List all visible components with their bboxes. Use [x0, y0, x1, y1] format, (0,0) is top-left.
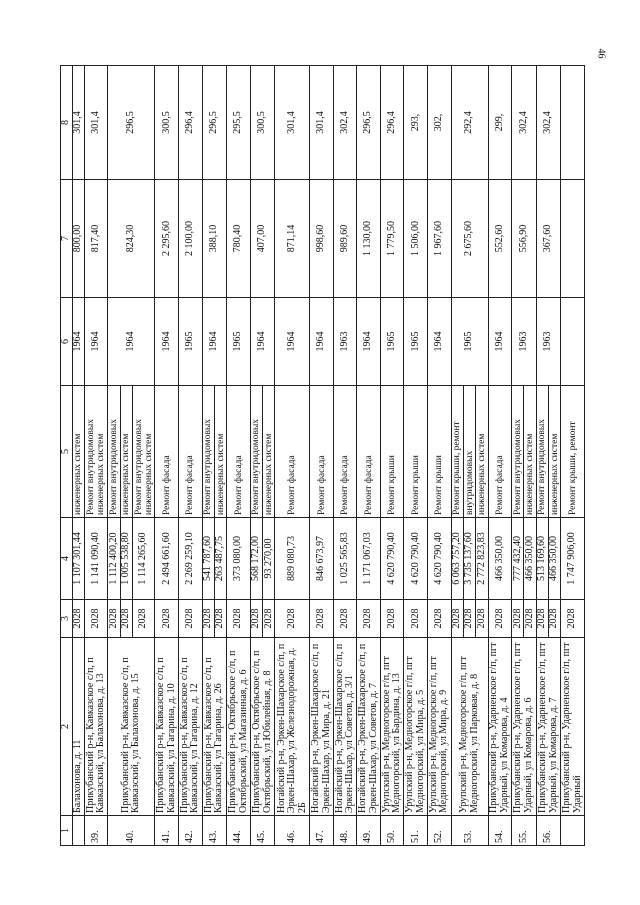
table-row: [179, 66, 203, 846]
cell-work: инженерных систем: [263, 386, 275, 518]
rotated-table-container: [60, 66, 585, 846]
cell-value: 296,5: [202, 66, 227, 180]
cell-address: Прикубанский р-н, Ударненское г/п, пгт Ударный: [561, 638, 585, 816]
cell-num: 52.: [428, 816, 452, 846]
cell-work: Ремонт крыши, ремонт: [451, 386, 463, 518]
table-row: [108, 66, 120, 846]
cell-year: 2028: [155, 600, 179, 638]
cell-year: 2028: [512, 600, 524, 638]
cell-area: 800,00: [72, 180, 84, 298]
cell-work: Ремонт внутридомовых: [250, 386, 262, 518]
cell-year: 2028: [202, 600, 214, 638]
cell-cost: 93 270,00: [263, 518, 275, 600]
cell-address: Прикубанский р-н, Кавказское с/п, п Кавказский, ул Гагарина, д. 26: [202, 638, 227, 816]
cell-build-year: 1964: [357, 298, 381, 386]
cell-work: Ремонт фасада: [275, 386, 310, 518]
cell-year: 2028: [549, 600, 561, 638]
cell-num: 48.: [333, 816, 357, 846]
cell-year: 2028: [275, 600, 310, 638]
cell-value: 295,5: [227, 66, 251, 180]
cell-area: 989,60: [333, 180, 357, 298]
cell-num: 39.: [84, 816, 108, 846]
cell-cost: 4 620 790,40: [380, 518, 404, 600]
cell-address: Прикубанский р-н, Ударненское г/п, пгт Ударный, ул Комарова, д. 7: [536, 638, 561, 816]
cell-build-year: 1964: [108, 298, 155, 386]
cell-work: Ремонт фасада: [488, 386, 512, 518]
cell-build-year: 1964: [202, 298, 227, 386]
cell-work: Ремонт внутридомовых инженерных систем: [133, 386, 155, 518]
cell-year: 2028: [179, 600, 203, 638]
cell-area: 1 779,50: [380, 180, 404, 298]
table-row: [84, 66, 108, 846]
cell-cost: 1 141 090,40: [84, 518, 108, 600]
cell-cost: 3 735 137,60: [463, 518, 475, 600]
cell-address: Ногайский р-н, Эркен-Шахарское с/п, п Эркен-Шахар, ул Советов, д. 7: [357, 638, 381, 816]
cell-work: Ремонт внутридомовых: [536, 386, 548, 518]
cell-area: 998,60: [310, 180, 334, 298]
cell-build-year: 1964: [72, 298, 84, 386]
cell-area: 824,30: [108, 180, 155, 298]
cell-work: инженерных систем: [120, 386, 132, 518]
cell-value: [561, 66, 585, 180]
cell-build-year: 1965: [404, 298, 428, 386]
cell-num: [561, 816, 585, 846]
table-row: [275, 66, 310, 846]
table-row: [451, 66, 463, 846]
cell-address: Ногайский р-н, Эркен-Шахарское с/п, п Эркен-Шахар, ул Мира, д. 21: [310, 638, 334, 816]
cell-num: 41.: [155, 816, 179, 846]
cell-work: Ремонт внутридомовых: [512, 386, 524, 518]
cell-value: 292,4: [451, 66, 488, 180]
repair-schedule-table: [60, 65, 585, 846]
cell-work: Ремонт фасада: [179, 386, 203, 518]
cell-value: 301,4: [84, 66, 108, 180]
table-row: [512, 66, 524, 846]
cell-work: инженерных систем: [476, 386, 488, 518]
cell-area: 871,14: [275, 180, 310, 298]
cell-cost: 4 620 790,40: [428, 518, 452, 600]
cell-value: 296,4: [179, 66, 203, 180]
cell-value: 302,4: [536, 66, 561, 180]
cell-year: 2028: [250, 600, 262, 638]
table-row: [310, 66, 334, 846]
table-row-top: [72, 66, 84, 846]
cell-work: инженерных систем: [549, 386, 561, 518]
cell-address: Балахонова, д. 11: [72, 638, 84, 816]
cell-year: 2028: [488, 600, 512, 638]
table-row: [380, 66, 404, 846]
cell-value: 300,5: [250, 66, 275, 180]
cell-cost: 373 080,00: [227, 518, 251, 600]
cell-cost: 466 350,00: [488, 518, 512, 600]
cell-area: 388,10: [202, 180, 227, 298]
cell-num: 50.: [380, 816, 404, 846]
cell-address: Урупский р-н, Медногорское г/п, пгт Медногорский, ул Парковая, д. 8: [451, 638, 488, 816]
cell-value: 299,: [488, 66, 512, 180]
cell-cost: 1 171 067,03: [357, 518, 381, 600]
cell-num: 47.: [310, 816, 334, 846]
cell-address: Урупский р-н, Медногорское г/п, пгт Медногорский, ул Бардина, д. 13: [380, 638, 404, 816]
cell-value: 301,4: [72, 66, 84, 180]
cell-num: 54.: [488, 816, 512, 846]
cell-cost: 1 025 565,83: [333, 518, 357, 600]
cell-build-year: 1964: [275, 298, 310, 386]
cell-area: 2 675,60: [451, 180, 488, 298]
cell-build-year: 1965: [451, 298, 488, 386]
cell-year: 2028: [561, 600, 585, 638]
cell-build-year: 1963: [536, 298, 561, 386]
cell-cost: 4 620 790,40: [404, 518, 428, 600]
cell-area: 817,40: [84, 180, 108, 298]
cell-year: 2028: [263, 600, 275, 638]
cell-cost: 1 747 906,00: [561, 518, 585, 600]
cell-cost: 2 494 661,60: [155, 518, 179, 600]
col-header-5: 5: [61, 386, 73, 518]
cell-year: 2028: [357, 600, 381, 638]
table-row: [202, 66, 214, 846]
col-header-4: 4: [61, 518, 73, 600]
cell-num: 43.: [202, 816, 227, 846]
cell-build-year: 1965: [227, 298, 251, 386]
cell-area: 1 130,00: [357, 180, 381, 298]
header-row: [61, 66, 73, 846]
col-header-2: 2: [61, 638, 73, 816]
cell-address: Прикубанский р-н, Ударненское г/п, пгт Ударный, ул Комарова, д. 6: [512, 638, 537, 816]
cell-address: Урупский р-н, Медногорское г/п, пгт Медногорский, ул Мира, д. 5: [404, 638, 428, 816]
cell-area: 1 506,00: [404, 180, 428, 298]
table-row: [536, 66, 548, 846]
cell-work: Ремонт фасада: [333, 386, 357, 518]
cell-cost: 889 080,73: [275, 518, 310, 600]
cell-address: Ногайский р-н, Эркен-Шахарское с/п, п Эркен-Шахар, ул Железнодорожная, д. 2Б: [275, 638, 310, 816]
cell-build-year: 1964: [250, 298, 275, 386]
cell-year: 2028: [451, 600, 463, 638]
cell-cost: 541 787,60: [202, 518, 214, 600]
cell-year: 2028: [524, 600, 536, 638]
cell-year: 2028: [133, 600, 155, 638]
cell-area: 1 967,60: [428, 180, 452, 298]
cell-year: 2028: [120, 600, 132, 638]
cell-num: [72, 816, 84, 846]
cell-value: 296,5: [357, 66, 381, 180]
cell-cost: 846 673,97: [310, 518, 334, 600]
table-row: [404, 66, 428, 846]
cell-year: 2028: [84, 600, 108, 638]
table-row: [155, 66, 179, 846]
cell-address: Прикубанский р-н, Октябрьское с/п, п Октябрьский, ул Юбилейная, д. 8: [250, 638, 275, 816]
cell-work: инженерных систем: [214, 386, 226, 518]
cell-num: 55.: [512, 816, 537, 846]
cell-work: Ремонт внутридомовых инженерных систем: [84, 386, 108, 518]
cell-work: Ремонт фасада: [155, 386, 179, 518]
cell-work: Ремонт внутридомовых: [108, 386, 120, 518]
cell-build-year: 1964: [310, 298, 334, 386]
col-header-1: 1: [61, 816, 73, 846]
cell-address: Прикубанский р-н, Кавказское с/п, п Кавказский, ул Балахонова, д. 15: [108, 638, 155, 816]
col-header-8: 8: [61, 66, 73, 180]
cell-address: Прикубанский р-н, Кавказское с/п, п Кавказский, ул Балахонова, д. 13: [84, 638, 108, 816]
cell-cost: 513 169,60: [536, 518, 548, 600]
table-body: [72, 66, 585, 846]
cell-build-year: 1965: [179, 298, 203, 386]
cell-area: 556,90: [512, 180, 537, 298]
cell-cost: 2 772 823,83: [476, 518, 488, 600]
col-header-7: 7: [61, 180, 73, 298]
cell-value: 302,: [428, 66, 452, 180]
cell-num: 40.: [108, 816, 155, 846]
cell-cost: 1 005 538,80: [120, 518, 132, 600]
cell-year: 2028: [227, 600, 251, 638]
cell-value: 293,: [404, 66, 428, 180]
cell-num: 49.: [357, 816, 381, 846]
cell-build-year: 1965: [380, 298, 404, 386]
cell-area: 407,00: [250, 180, 275, 298]
cell-build-year: 1964: [488, 298, 512, 386]
cell-work: Ремонт крыши, ремонт: [561, 386, 585, 518]
cell-cost: 263 487,75: [214, 518, 226, 600]
cell-num: 56.: [536, 816, 561, 846]
cell-num: 44.: [227, 816, 251, 846]
table-row: [357, 66, 381, 846]
cell-area: 2 100,00: [179, 180, 203, 298]
cell-num: 42.: [179, 816, 203, 846]
cell-cost: 1 114 265,60: [133, 518, 155, 600]
cell-value: 296,5: [108, 66, 155, 180]
cell-value: 302,4: [512, 66, 537, 180]
cell-area: 2 295,60: [155, 180, 179, 298]
cell-work: Ремонт крыши: [380, 386, 404, 518]
cell-value: 296,4: [380, 66, 404, 180]
table-row-bottom: [561, 66, 585, 846]
cell-value: 301,4: [275, 66, 310, 180]
cell-year: 2028: [310, 600, 334, 638]
cell-value: 301,4: [310, 66, 334, 180]
cell-year: 2028: [476, 600, 488, 638]
cell-year: 2028: [428, 600, 452, 638]
cell-build-year: 1964: [155, 298, 179, 386]
table-row: [250, 66, 262, 846]
cell-work: внутридомовых: [463, 386, 475, 518]
cell-cost: 466 350,00: [524, 518, 536, 600]
cell-year: 2028: [463, 600, 475, 638]
cell-work: Ремонт крыши: [428, 386, 452, 518]
cell-num: 46.: [275, 816, 310, 846]
cell-cost: 1 112 400,20: [108, 518, 120, 600]
cell-num: 51.: [404, 816, 428, 846]
cell-work: инженерных систем: [72, 386, 84, 518]
cell-work: Ремонт фасада: [357, 386, 381, 518]
cell-work: Ремонт внутридомовых: [202, 386, 214, 518]
cell-work: Ремонт крыши: [404, 386, 428, 518]
cell-address: Ногайский р-н, Эркен-Шахарское с/п, п Эркен-Шахар, ул Советов, д. 3/1: [333, 638, 357, 816]
cell-year: 2028: [333, 600, 357, 638]
cell-year: 2028: [536, 600, 548, 638]
cell-year: 2028: [214, 600, 226, 638]
cell-cost: 568 172,00: [250, 518, 262, 600]
cell-area: 552,60: [488, 180, 512, 298]
cell-address: Прикубанский р-н, Кавказское с/п, п Кавказский, ул Гагарина, д. 10: [155, 638, 179, 816]
col-header-6: 6: [61, 298, 73, 386]
cell-value: 300,5: [155, 66, 179, 180]
cell-address: Прикубанский р-н, Кавказское с/п, п Кавказский, ул Гагарина, д. 12: [179, 638, 203, 816]
cell-area: 367,60: [536, 180, 561, 298]
cell-work: инженерных систем: [524, 386, 536, 518]
cell-work: Ремонт фасада: [310, 386, 334, 518]
table-row: [428, 66, 452, 846]
cell-year: 2028: [108, 600, 120, 638]
cell-year: 2028: [404, 600, 428, 638]
cell-build-year: 1963: [333, 298, 357, 386]
col-header-3: 3: [61, 600, 73, 638]
cell-address: Прикубанский р-н, Ударненское г/п, пгт Ударный, ул Комарова, д. 4: [488, 638, 512, 816]
cell-build-year: 1964: [428, 298, 452, 386]
cell-num: 45.: [250, 816, 275, 846]
cell-year: 2028: [380, 600, 404, 638]
table-row: [488, 66, 512, 846]
page-number: 46: [595, 48, 607, 59]
cell-build-year: 1963: [512, 298, 537, 386]
cell-build-year: [561, 298, 585, 386]
cell-cost: 1 107 301,44: [72, 518, 84, 600]
cell-work: Ремонт фасада: [227, 386, 251, 518]
cell-area: 780,40: [227, 180, 251, 298]
table-row: [333, 66, 357, 846]
cell-cost: 466 350,00: [549, 518, 561, 600]
cell-area: [561, 180, 585, 298]
cell-build-year: 1964: [84, 298, 108, 386]
cell-cost: 777 432,40: [512, 518, 524, 600]
cell-value: 302,4: [333, 66, 357, 180]
cell-address: Урупский р-н, Медногорское г/п, пгт Медногорский, ул Мира, д. 9: [428, 638, 452, 816]
cell-num: 53.: [451, 816, 488, 846]
table-row: [227, 66, 251, 846]
cell-address: Прикубанский р-н, Октябрьское с/п, п Октябрьский, ул Магазинная, д. 6: [227, 638, 251, 816]
cell-cost: 6 063 757,20: [451, 518, 463, 600]
cell-cost: 2 269 259,10: [179, 518, 203, 600]
cell-year: 2028: [72, 600, 84, 638]
